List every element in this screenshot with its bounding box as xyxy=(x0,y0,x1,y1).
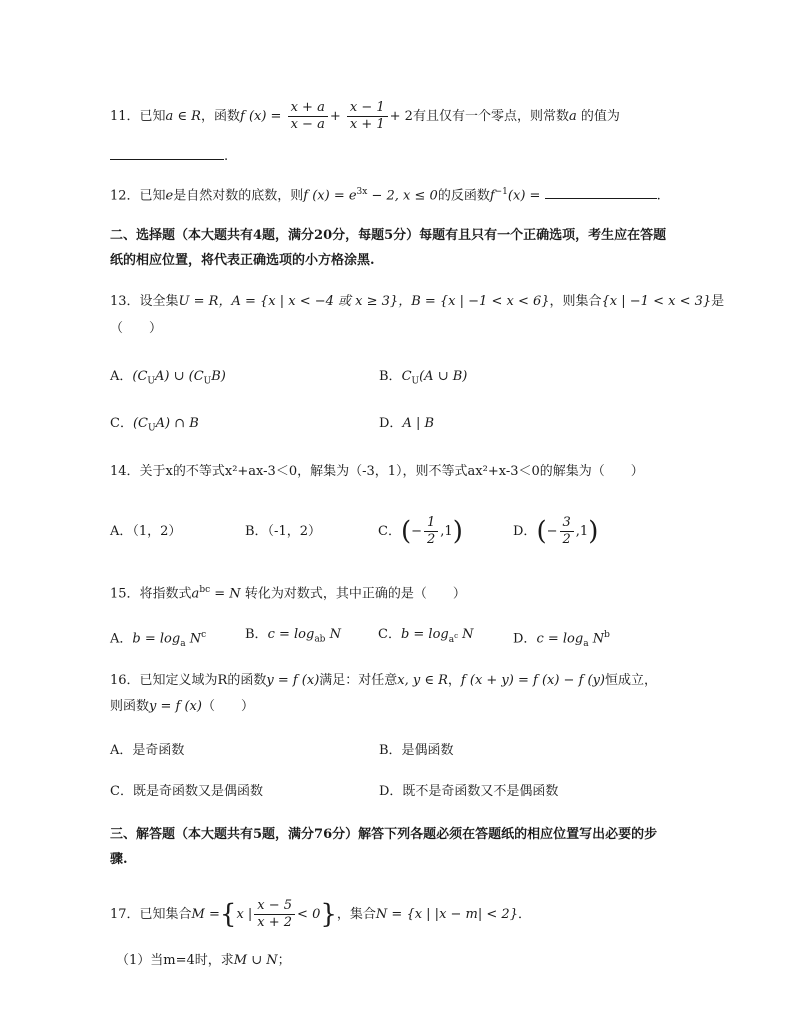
question-16-line-1 xyxy=(110,671,657,691)
q15-option-c-part2: N xyxy=(458,627,474,642)
q15-option-b-part1: c = log xyxy=(267,627,315,642)
q13-paren: （ ） xyxy=(110,321,163,336)
q12-var: e xyxy=(165,188,174,204)
q14-option-d-post: ,1 xyxy=(575,524,589,539)
q16-line2-lead: 则函数 xyxy=(110,699,150,714)
q17-set-pre: x | xyxy=(236,907,253,922)
q12-inverse: f xyxy=(489,188,495,204)
q17-mid: ，集合 xyxy=(336,907,376,922)
q15-option-d-label: D． xyxy=(513,631,537,647)
q13-option-d-text: A | B xyxy=(402,416,435,431)
q15-option-c-sub-base: a xyxy=(448,634,455,645)
q14-option-c[interactable] xyxy=(378,514,463,550)
q12-lead: 12．已知 xyxy=(110,188,166,204)
question-12 xyxy=(110,182,661,206)
q17-subquestion-1 xyxy=(116,951,291,971)
q11-function: f (x) = xyxy=(240,109,282,124)
q15-option-a-label: A． xyxy=(110,631,133,647)
q14-option-d-label: D． xyxy=(513,524,537,539)
q15-option-d-part2: N xyxy=(588,631,605,647)
q14-option-d-close-paren: ) xyxy=(588,516,599,547)
q15-option-a[interactable] xyxy=(110,625,206,654)
q15-lead: 15．将指数式 xyxy=(110,586,192,602)
q13-option-a-sub1: U xyxy=(147,376,156,387)
q16-lead: 16．已知定义域为R的函数 xyxy=(110,673,267,688)
q12-inverse-sup: −1 xyxy=(494,187,508,197)
q15-tail: 转化为对数式，其中正确的是（ ） xyxy=(244,586,466,602)
q16-condition-text: 满足：对任意 xyxy=(319,673,398,688)
q15-option-a-part1: b = log xyxy=(132,631,181,647)
q17-sub1-lead: （1）当m=4时，求 xyxy=(116,953,234,968)
q13-universal-set: U = R xyxy=(178,294,219,309)
q16-option-d[interactable]: D．既不是奇函数又不是偶函数 xyxy=(379,784,559,799)
q15-option-c-part1: b = log xyxy=(400,627,449,642)
q17-denominator: x + 2 xyxy=(257,915,293,930)
q16-equation: f (x + y) = f (x) − f (y) xyxy=(460,673,606,688)
q17-open-brace: { xyxy=(219,899,237,930)
q11-frac1-numerator: x + a xyxy=(288,100,328,117)
q13-option-a-label: A． xyxy=(110,369,133,384)
q13-option-c-label: C． xyxy=(110,416,133,431)
q11-frac2-denominator: x + 1 xyxy=(349,117,385,132)
q14-option-c-numerator: 1 xyxy=(424,515,438,532)
q16-option-b[interactable]: B．是偶函数 xyxy=(379,743,454,758)
q15-option-d-sub: a xyxy=(583,638,589,649)
q13-option-b-part1: C xyxy=(401,369,412,384)
q14-option-d-denominator: 2 xyxy=(562,532,571,547)
q17-end: ． xyxy=(517,907,531,922)
q15-exponent: bc xyxy=(199,585,211,595)
q14-option-c-post: ,1 xyxy=(440,524,453,539)
q15-option-c-sub xyxy=(448,631,459,645)
q17-set-m-label: M = xyxy=(191,907,220,922)
q12-mid2: 的反函数 xyxy=(437,188,490,204)
q17-close-brace: } xyxy=(320,899,337,930)
q13-option-d[interactable] xyxy=(379,414,434,434)
q13-option-c-sub: U xyxy=(147,423,156,434)
question-13 xyxy=(110,292,724,312)
q14-option-c-open-paren: ( xyxy=(400,516,412,547)
question-14: 14．关于x的不等式x²+ax-3＜0，解集为（-3，1），则不等式ax²+x-3＜0的解集为（ ） xyxy=(110,464,644,479)
q11-fraction-1 xyxy=(288,100,328,133)
q15-option-b-label: B． xyxy=(245,627,268,642)
q13-option-c-part2: A) ∩ B xyxy=(155,416,199,431)
q13-option-b[interactable] xyxy=(379,367,467,392)
q17-lead: 17．已知集合 xyxy=(110,907,192,922)
q14-option-b[interactable]: B．（-1，2） xyxy=(245,524,321,539)
q14-option-a[interactable]: A．（1，2） xyxy=(110,524,182,539)
q13-target-set: {x | −1 < x < 3} xyxy=(601,294,712,309)
q17-numerator: x − 5 xyxy=(254,898,295,915)
q11-plus: + xyxy=(329,109,341,124)
q13-lead: 13．设全集 xyxy=(110,294,179,309)
q13-option-a-part3: B) xyxy=(211,369,226,384)
q11-var: a xyxy=(568,109,577,124)
q17-set-n: N = {x | |x − m| < 2} xyxy=(375,907,518,922)
q11-lead: 11．已知 xyxy=(110,109,166,124)
q12-answer-blank xyxy=(545,184,657,199)
q15-option-d-part1: c = log xyxy=(536,631,584,647)
q17-sub1-expr: M ∪ N xyxy=(233,953,278,968)
q15-option-d-sup: b xyxy=(604,630,610,640)
q16-option-c[interactable]: C．既是奇函数又是偶函数 xyxy=(110,784,263,799)
q17-fraction xyxy=(254,898,295,931)
q13-set-b: ，B = {x | −1 < x < 6} xyxy=(398,294,550,309)
q15-option-d[interactable] xyxy=(513,625,610,654)
q15-expr2: = N xyxy=(210,586,241,602)
q15-option-b-sub: ab xyxy=(314,634,326,645)
q16-option-a[interactable]: A．是奇函数 xyxy=(110,743,185,758)
q13-option-a-part1: (C xyxy=(132,369,148,384)
q17-sub1-end: ； xyxy=(277,953,291,968)
q13-option-a[interactable] xyxy=(110,367,226,392)
q16-tail: 恒成立， xyxy=(605,673,658,688)
q13-option-c-part1: (C xyxy=(132,416,148,431)
q14-option-d-fraction xyxy=(560,515,574,548)
q13-option-c[interactable] xyxy=(110,414,199,439)
q17-set-post: < 0 xyxy=(297,907,321,922)
q13-option-b-sub: U xyxy=(411,376,420,387)
q11-frac1-denominator: x − a xyxy=(290,117,325,132)
q16-paren: （ ） xyxy=(201,699,254,714)
q16-function: y = f (x) xyxy=(266,673,320,688)
q11-tail-expr: + 2 xyxy=(389,109,413,124)
q13-option-b-label: B． xyxy=(379,369,402,384)
section-2-heading-line-1: 二、选择题（本大题共有4题，满分20分，每题5分）每题有且只有一个正确选项，考生应在答题 xyxy=(110,228,667,243)
section-3-heading-line-1: 三、解答题（本大题共有5题，满分76分）解答下列各题必须在答题纸的相应位置写出必要的步 xyxy=(110,827,658,842)
q13-option-b-part2: (A ∪ B) xyxy=(419,369,468,384)
q15-option-c[interactable] xyxy=(378,625,474,650)
q15-option-a-sup: c xyxy=(201,630,207,640)
q14-option-c-label: C． xyxy=(378,524,401,539)
q15-option-a-part2: N xyxy=(185,631,202,647)
q13-end: 是 xyxy=(711,294,725,309)
q14-option-c-minus: − xyxy=(411,524,423,539)
question-15 xyxy=(110,580,466,604)
q14-option-d-minus: − xyxy=(546,524,558,539)
q11-answer-line xyxy=(110,145,228,167)
q12-exponent: 3x xyxy=(356,187,368,197)
question-11 xyxy=(110,100,620,133)
q11-answer-blank xyxy=(110,145,224,160)
q11-mid: ，函数 xyxy=(200,109,240,124)
q11-condition: a ∈ R xyxy=(165,109,201,124)
q14-option-d-numerator: 3 xyxy=(560,515,574,532)
q12-inverse2: (x) = xyxy=(507,188,541,204)
question-17 xyxy=(110,895,531,935)
q11-blank-end: . xyxy=(224,149,229,164)
q14-option-c-fraction xyxy=(424,515,438,548)
q14-option-d[interactable] xyxy=(513,514,598,550)
q13-option-a-sub2: U xyxy=(203,376,212,387)
q15-base: a xyxy=(191,586,200,602)
q15-option-b-part2: N xyxy=(325,627,341,642)
q11-fraction-2 xyxy=(347,100,388,133)
q14-option-c-close-paren: ) xyxy=(452,516,463,547)
q16-line2-function: y = f (x) xyxy=(149,699,202,714)
q15-option-a-sub: a xyxy=(180,638,186,649)
q15-option-c-label: C． xyxy=(378,627,401,642)
q15-option-c-sub-sup: c xyxy=(454,631,459,640)
q11-end: 的值为 xyxy=(580,109,620,124)
q16-comma: ， xyxy=(447,673,461,688)
question-16-line-2 xyxy=(110,697,254,717)
q12-mid: 是自然对数的底数，则 xyxy=(173,188,304,204)
q11-frac2-numerator: x − 1 xyxy=(347,100,388,117)
q14-option-c-denominator: 2 xyxy=(427,532,436,547)
q12-expr: f (x) = e xyxy=(303,188,357,204)
q13-set-a: ，A = {x | x < −4 或 x ≥ 3} xyxy=(218,294,399,309)
q13-tail: ，则集合 xyxy=(549,294,602,309)
q15-option-b[interactable] xyxy=(245,625,341,650)
q13-option-a-part2: A) ∪ (C xyxy=(155,369,204,384)
q16-domain: x, y ∈ R xyxy=(397,673,448,688)
q13-option-d-label: D． xyxy=(379,416,403,431)
q12-end: . xyxy=(656,188,661,204)
q11-tail: 有且仅有一个零点，则常数 xyxy=(412,109,569,124)
q14-option-d-open-paren: ( xyxy=(536,516,547,547)
q12-expr2: − 2, x ≤ 0 xyxy=(367,188,438,204)
section-3-heading-line-2: 骤. xyxy=(110,852,128,867)
section-2-heading-line-2: 纸的相应位置，将代表正确选项的小方格涂黑. xyxy=(110,253,375,268)
